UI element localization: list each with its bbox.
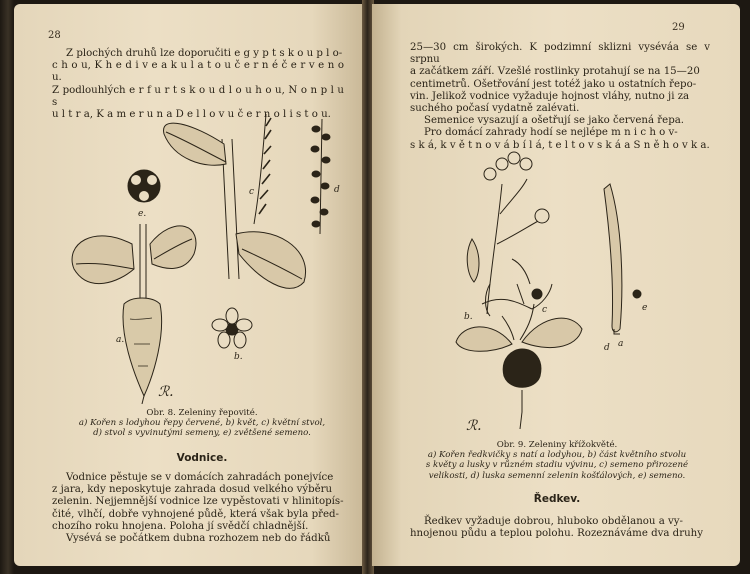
figure-label-e: e xyxy=(642,303,648,313)
text-line: vin. Jelikož vodnice vyžaduje hojnost vláhy, nutno ji za xyxy=(410,90,690,102)
figure-label-c: c xyxy=(249,187,255,197)
text-line: Ředkev vyžaduje dobrou, hluboko obdělanou a vy- xyxy=(424,516,683,527)
caption-line: a) Kořen ředkvičky s natí a lodyhou, b) část květního stvolu xyxy=(427,450,687,461)
continued-paragraph xyxy=(410,42,710,152)
right-page xyxy=(372,4,740,566)
text-line: čité, vlhčí, dobře vyhnojené půdě, která však byla před- xyxy=(52,508,339,520)
caption-line: s květy a lusky v různém stadiu vývinu, c) semeno přirozené xyxy=(425,460,689,471)
figure-label-b: b. xyxy=(464,312,473,322)
section-heading: Vodnice. xyxy=(176,452,228,464)
page-number: 28 xyxy=(48,30,61,41)
radish-figure xyxy=(442,144,682,434)
caption-title: Obr. 9. Zeleniny křížokvěté. xyxy=(496,440,618,450)
section-heading: Ředkev. xyxy=(533,493,581,505)
text-line: centimetrů. Ošetřování jest totéž jako u ostatních řepo- xyxy=(410,78,697,90)
figure-label-d: d xyxy=(334,185,340,195)
text-line: suchého počasí vydatně zalévati. xyxy=(410,103,580,115)
text-line: a začátkem září. Vzešlé rostlinky protahují se na 15—20 xyxy=(410,66,700,78)
figure-label-c: c xyxy=(542,305,548,315)
figure-label-a: a xyxy=(618,339,624,349)
body-paragraph xyxy=(52,472,344,545)
caption-line: a) Kořen s lodyhou řepy červené, b) květ, c) květní stvol, xyxy=(78,418,326,429)
text-line: Z plochých druhů lze doporučiti e g y p t s k o u p l o- xyxy=(66,48,343,59)
illustrator-signature: ℛ. xyxy=(158,384,174,400)
text-line: Z podlouhlých e r f u r t s k o u d l o u h o u, N o n p l u s xyxy=(52,84,344,108)
text-line: 25—30 cm širokých. K podzimní sklizni vyséváa se v srpnu xyxy=(410,42,710,66)
figure-caption xyxy=(402,440,712,481)
text-line: hnojenou půdu a teplou polohu. Rozeznáváme dva druhy xyxy=(410,528,703,540)
text-line: z jara, kdy neposkytuje zahrada dosud velkého výběru xyxy=(52,484,333,496)
page-number: 29 xyxy=(672,22,685,33)
figure-label-e: e. xyxy=(138,209,147,219)
caption-title: Obr. 8. Zeleniny řepovité. xyxy=(146,408,258,418)
figure-label-a: a. xyxy=(116,335,125,345)
text-line: Vysévá se počátkem dubna rozhozem neb do řádků xyxy=(66,533,331,545)
figure-caption xyxy=(52,408,352,439)
illustrator-signature: ℛ. xyxy=(466,418,482,434)
text-line: c h o u, K h e d i v e a k u l a t o u č e r n é č e r v e n o u. xyxy=(52,60,344,84)
left-page xyxy=(14,4,364,566)
figure-label-b: b. xyxy=(234,352,243,362)
text-line: Vodnice pěstuje se v domácích zahradách ponejvíce xyxy=(66,472,334,483)
text-line: zelenin. Nejjemnější vodnice lze vypěstovati v hlinitopís- xyxy=(52,496,344,508)
body-paragraph xyxy=(410,516,710,540)
caption-line: velikosti, d) luska semenní zelenin košťálových, e) semeno. xyxy=(428,470,686,481)
text-line: Semenice vysazují a ošetřují se jako červená řepa. xyxy=(424,115,685,127)
text-line: Pro domácí zahrady hodí se nejlépe m n i c h o v- xyxy=(424,127,678,139)
beet-figure xyxy=(54,104,354,404)
caption-line: d) stvol s vyvinutými semeny, e) zvětšené semeno. xyxy=(93,428,311,439)
text-line: chozího roku hnojena. Poloha jí svědčí chladnější. xyxy=(52,520,309,532)
figure-label-d: d xyxy=(604,343,610,353)
text-line: s k á, k v ě t n o v á b í l á, t e l t o v s k á a S n ě h o v k a. xyxy=(410,139,710,151)
text-line: u l t r a, K a m e r u n a D e l l o v u č e r n o l i s t o u. xyxy=(52,109,331,121)
